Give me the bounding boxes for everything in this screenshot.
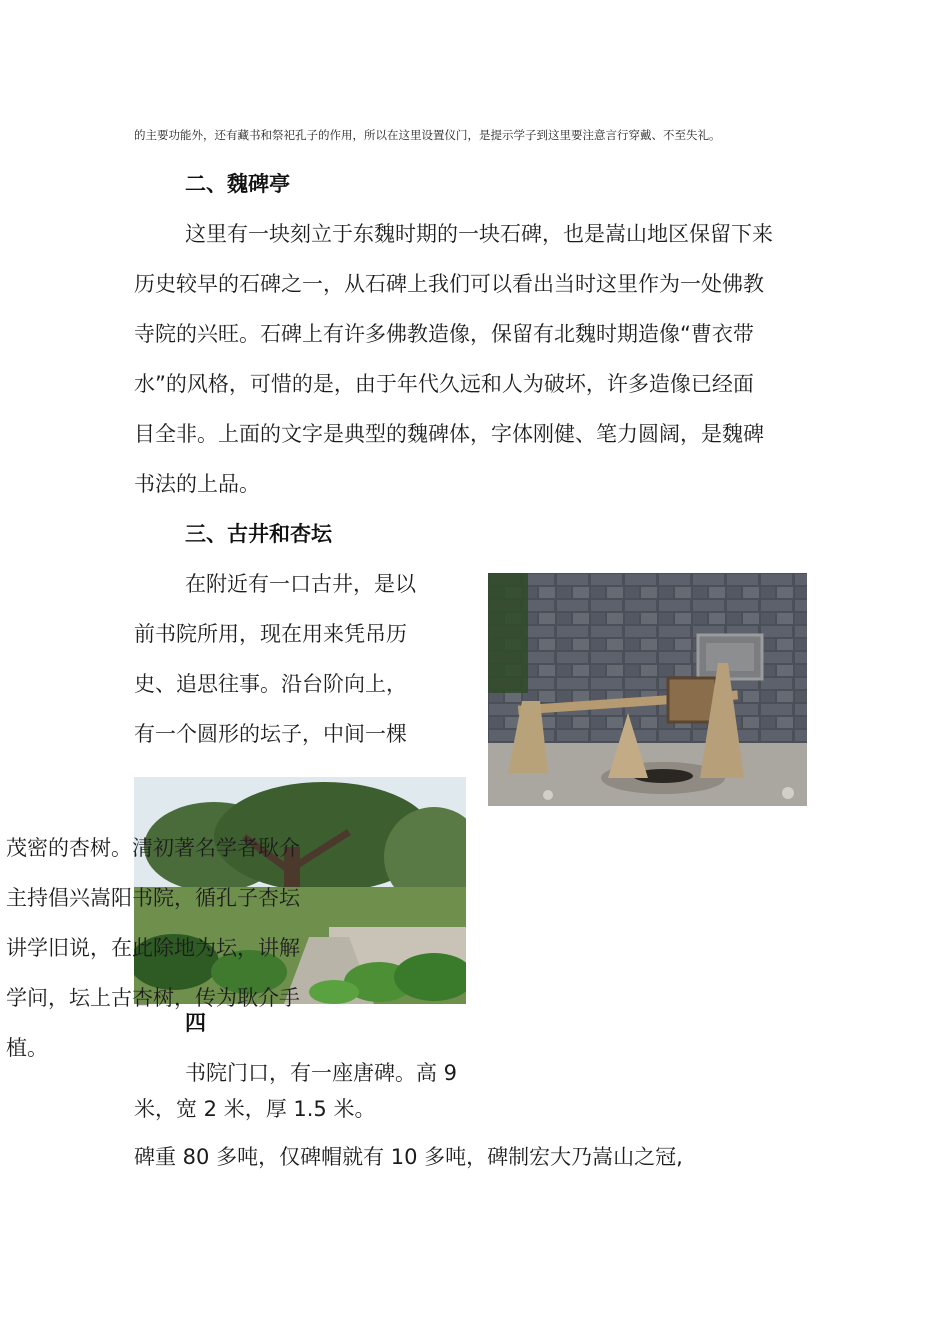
paragraph-line: 米，宽 2 米，厚 1.5 米。: [134, 1097, 376, 1121]
section-heading-tang-stele: 四: [185, 1011, 206, 1035]
paragraph-line: 书法的上品。: [134, 472, 260, 496]
section-heading-ancient-well: 三、古井和杏坛: [185, 522, 332, 546]
paragraph-line: 植。: [6, 1036, 48, 1060]
paragraph-line: 有一个圆形的坛子，中间一棵: [134, 722, 407, 746]
paragraph-line: 寺院的兴旺。石碑上有许多佛教造像，保留有北魏时期造像“曹衣带: [134, 322, 754, 346]
paragraph-line: 碑重 80 多吨，仅碑帽就有 10 多吨，碑制宏大乃嵩山之冠,: [134, 1145, 683, 1169]
paragraph-line: 史、追思往事。沿台阶向上，: [134, 672, 407, 696]
paragraph-line: 历史较早的石碑之一，从石碑上我们可以看出当时这里作为一处佛教: [134, 272, 764, 296]
paragraph-line: 在附近有一口古井，是以: [185, 572, 416, 596]
intro-line: 的主要功能外，还有藏书和祭祀孔子的作用，所以在这里设置仪门，是提示学子到这里要注意言行穿戴、不至失礼。: [134, 128, 721, 142]
paragraph-line: 水”的风格，可惜的是，由于年代久远和人为破坏，许多造像已经面: [134, 372, 754, 396]
paragraph-line: 讲学旧说，在此除地为坛，讲解: [6, 936, 300, 960]
paragraph-line: 前书院所用，现在用来凭吊历: [134, 622, 407, 646]
paragraph-line: 茂密的杏树。清初著名学者耿介: [6, 836, 300, 860]
paragraph-line: 学问，坛上古杏树，传为耿介手: [6, 986, 300, 1010]
paragraph-line: 主持倡兴嵩阳书院，循孔子杏坛: [6, 886, 300, 910]
section-heading-weibei-pavilion: 二、魏碑亭: [185, 172, 290, 196]
well-photo: [488, 573, 807, 806]
paragraph-line: 这里有一块刻立于东魏时期的一块石碑，也是嵩山地区保留下来: [185, 222, 773, 246]
paragraph-line: 目全非。上面的文字是典型的魏碑体，字体刚健、笔力圆阔，是魏碑: [134, 422, 764, 446]
paragraph-line: 书院门口，有一座唐碑。高 9: [185, 1061, 458, 1085]
